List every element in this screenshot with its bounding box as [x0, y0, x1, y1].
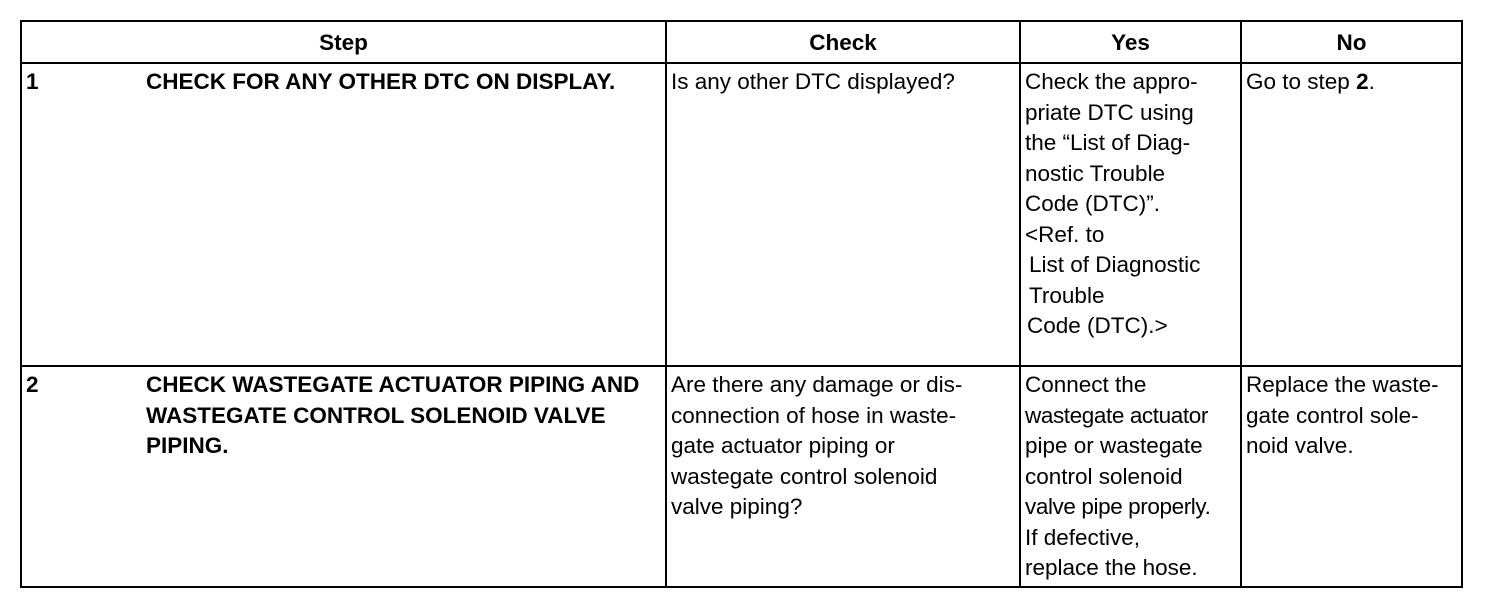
header-step: Step — [21, 21, 666, 63]
yes-line: pipe or wastegate — [1025, 433, 1203, 458]
table-row — [21, 63, 1462, 366]
no-line: noid valve. — [1246, 433, 1354, 458]
check-line: wastegate control solenoid — [671, 463, 938, 489]
table-header-row — [21, 21, 1462, 63]
step-cell — [21, 63, 666, 366]
yes-line: <Ref. to — [1025, 221, 1105, 247]
yes-line: Check the appro- — [1025, 69, 1198, 94]
yes-line: replace the hose. — [1025, 555, 1198, 580]
check-line: gate actuator piping or — [671, 433, 895, 458]
no-cell — [1241, 63, 1462, 366]
no-step-reference: 2 — [1356, 69, 1369, 94]
yes-line: Connect the — [1025, 372, 1147, 397]
yes-line: Code (DTC)”. — [1025, 191, 1161, 216]
no-line: Replace the waste- — [1246, 372, 1439, 397]
header-yes: Yes — [1020, 21, 1241, 63]
yes-line: Trouble — [1029, 282, 1105, 308]
step-number: 2 — [26, 372, 39, 397]
yes-line: control solenoid — [1025, 463, 1183, 489]
yes-cell — [1020, 63, 1241, 366]
check-line: connection of hose in waste- — [671, 402, 957, 428]
check-cell — [666, 63, 1020, 366]
check-text: Is any other DTC displayed? — [671, 69, 955, 94]
step-title: CHECK WASTEGATE ACTUATOR PIPING AND WASTEGATE CONTROL SOLENOID VALVE PIPING. — [146, 372, 640, 458]
yes-line: Code (DTC).> — [1027, 313, 1168, 338]
check-cell — [666, 366, 1020, 587]
step-title: CHECK FOR ANY OTHER DTC ON DISPLAY. — [146, 69, 616, 94]
table-row — [21, 366, 1462, 587]
header-check: Check — [666, 21, 1020, 63]
yes-line: the “List of Diag- — [1025, 130, 1191, 155]
header-no: No — [1241, 21, 1462, 63]
no-text-suffix: . — [1368, 69, 1375, 94]
yes-line: nostic Trouble — [1025, 160, 1166, 186]
yes-line: List of Diagnostic — [1029, 252, 1201, 277]
step-number: 1 — [26, 69, 39, 94]
no-line: gate control sole- — [1246, 402, 1419, 428]
no-text-prefix: Go to step — [1246, 69, 1357, 94]
no-cell — [1241, 366, 1462, 587]
yes-line: valve pipe properly. — [1025, 494, 1211, 519]
step-cell — [21, 366, 666, 587]
yes-line: priate DTC using — [1025, 99, 1194, 125]
yes-cell — [1020, 366, 1241, 587]
diagnostic-procedure-table — [20, 20, 1463, 588]
yes-line: If defective, — [1025, 524, 1141, 550]
check-line: valve piping? — [671, 494, 803, 519]
yes-line: wastegate actuator — [1025, 402, 1208, 428]
check-line: Are there any damage or dis- — [671, 372, 963, 397]
